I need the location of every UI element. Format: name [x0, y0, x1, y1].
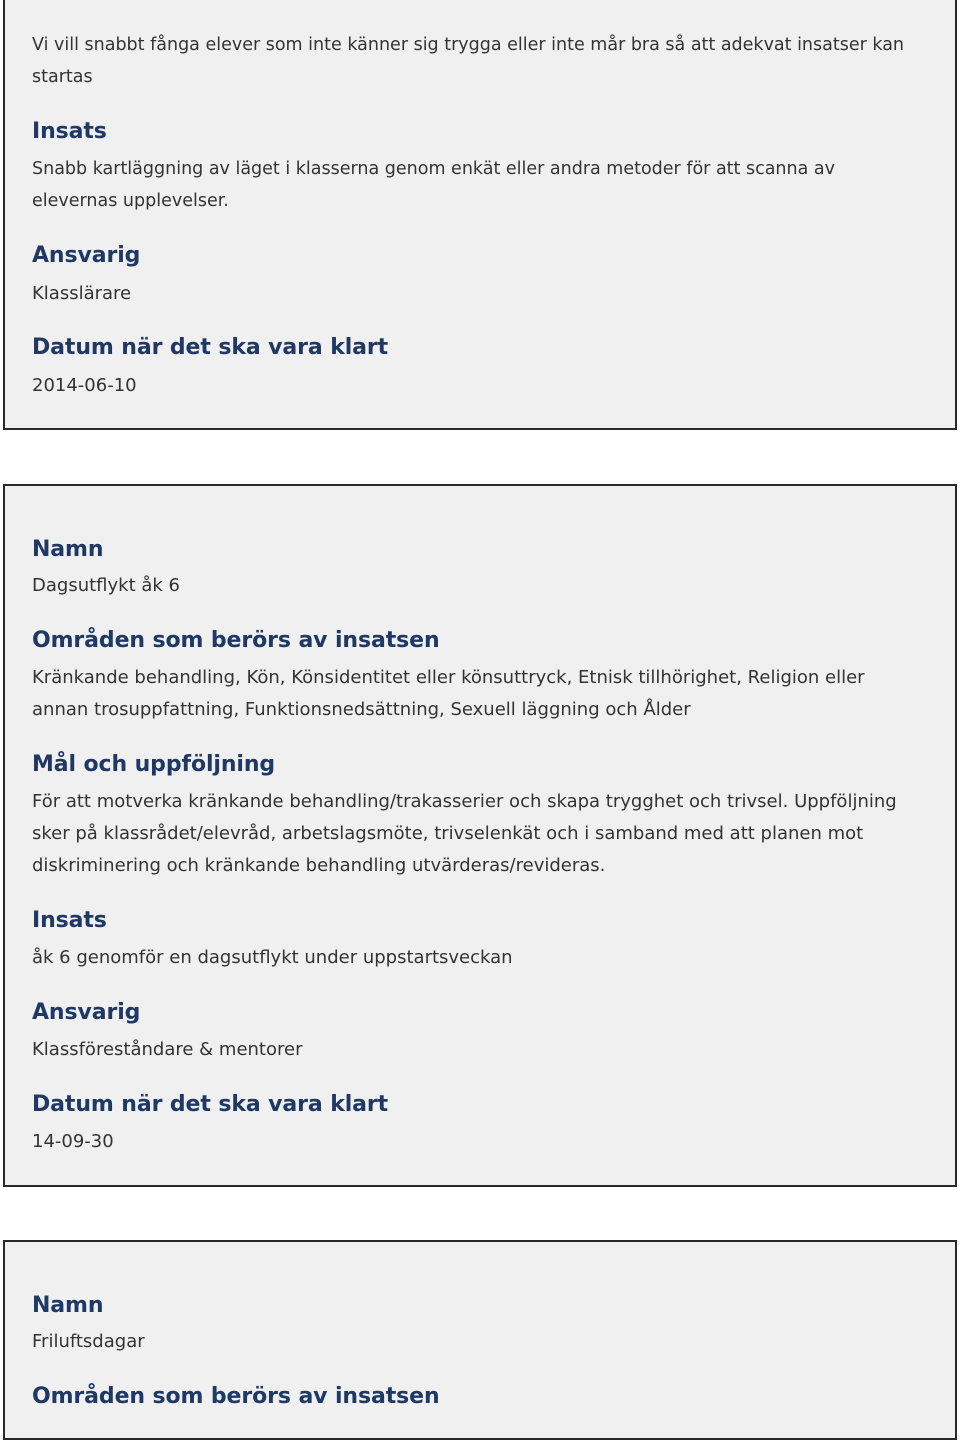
intro-text-line-1: Vi vill snabbt fånga elever som inte känner sig trygga eller inte mår bra så att adekvat insatser kan: [32, 35, 905, 55]
datum-value: 2014-06-10: [32, 375, 137, 396]
namn-heading: Namn: [32, 537, 104, 562]
mal-heading: Mål och uppföljning: [32, 752, 276, 777]
insats-text-line-1: Snabb kartläggning av läget i klasserna genom enkät eller andra metoder för att scanna av: [32, 159, 835, 179]
insats-value: åk 6 genomför en dagsutflykt under uppstartsveckan: [32, 947, 513, 968]
action-card-1: [3, 0, 957, 430]
mal-text-line-3: diskriminering och kränkande behandling utvärderas/revideras.: [32, 855, 606, 876]
omraden-heading: Områden som berörs av insatsen: [32, 628, 440, 653]
ansvarig-heading: Ansvarig: [32, 243, 141, 268]
datum-heading: Datum när det ska vara klart: [32, 1092, 389, 1117]
mal-text-line-2: sker på klassrådet/elevråd, arbetslagsmöte, trivselenkät och i samband med att planen mot: [32, 823, 864, 844]
action-card-2: [3, 484, 957, 1187]
ansvarig-value: Klasslärare: [32, 283, 132, 304]
namn-value: Dagsutflykt åk 6: [32, 575, 180, 596]
namn-value: Friluftsdagar: [32, 1331, 145, 1352]
datum-heading: Datum när det ska vara klart: [32, 335, 389, 360]
ansvarig-heading: Ansvarig: [32, 1000, 141, 1025]
datum-value: 14-09-30: [32, 1131, 114, 1152]
mal-text-line-1: För att motverka kränkande behandling/trakasserier och skapa trygghet och trivsel. Uppföljning: [32, 791, 897, 812]
omraden-heading: Områden som berörs av insatsen: [32, 1384, 440, 1409]
action-card-3: [3, 1240, 957, 1440]
omraden-text-line-1: Kränkande behandling, Kön, Könsidentitet eller könsuttryck, Etnisk tillhörighet, Religion eller: [32, 667, 865, 688]
insats-heading: Insats: [32, 908, 107, 933]
insats-heading: Insats: [32, 119, 107, 144]
namn-heading: Namn: [32, 1293, 104, 1318]
omraden-text-line-2: annan trosuppfattning, Funktionsnedsättning, Sexuell läggning och Ålder: [32, 699, 691, 720]
intro-text-line-2: startas: [32, 67, 93, 87]
insats-text-line-2: elevernas upplevelser.: [32, 191, 229, 211]
ansvarig-value: Klassföreståndare & mentorer: [32, 1039, 303, 1060]
